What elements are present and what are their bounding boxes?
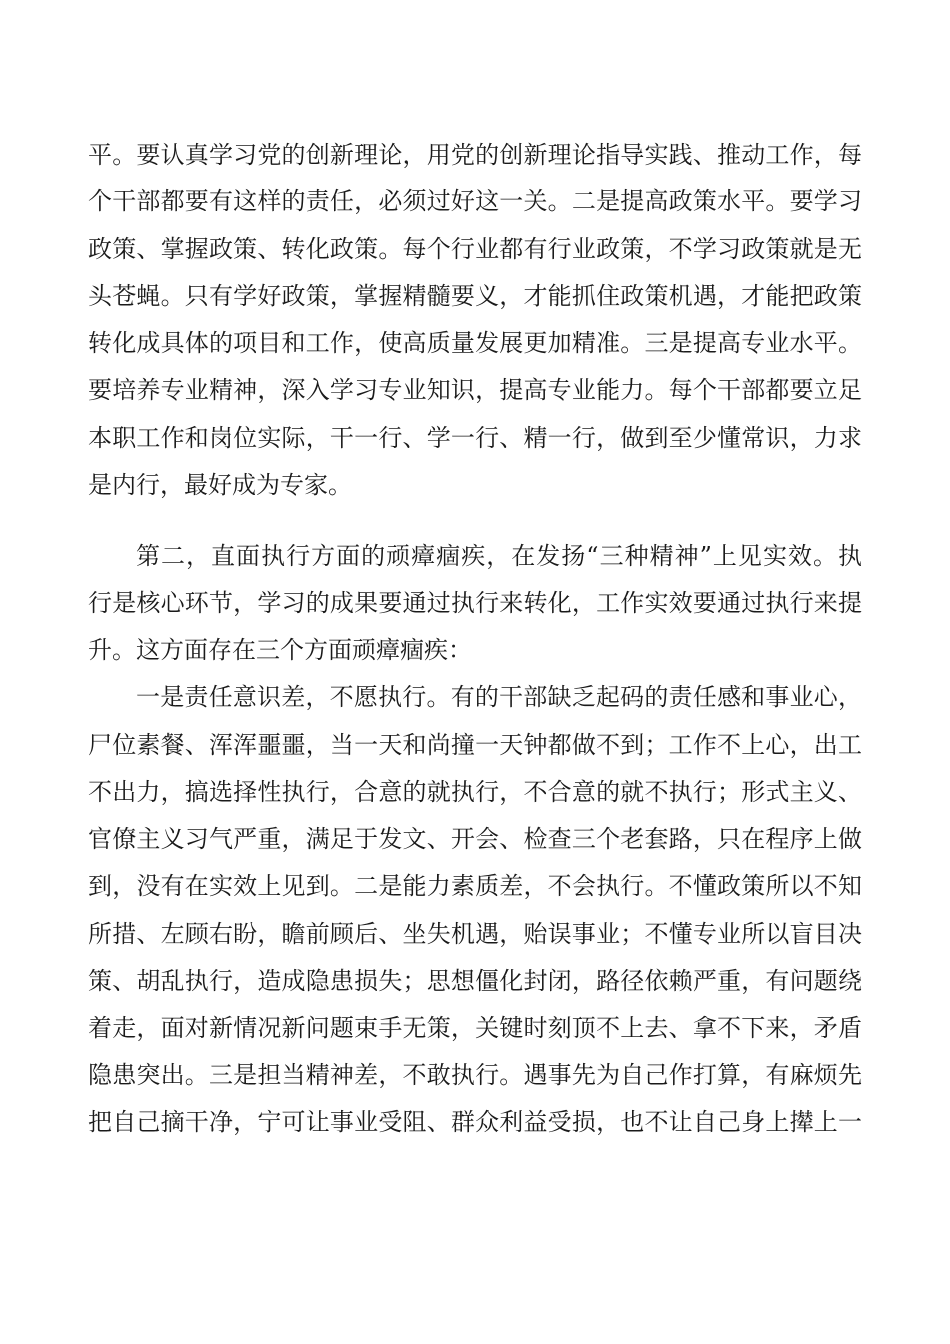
text-line: 政策、掌握政策、转化政策。每个行业都有行业政策，不学习政策就是无 xyxy=(88,235,862,263)
paragraph-start-line: 一是责任意识差，不愿执行。有的干部缺乏起码的责任感和事业心， xyxy=(136,683,862,711)
text-line: 头苍蝇。只有学好政策，掌握精髓要义，才能抓住政策机遇，才能把政策 xyxy=(88,282,862,310)
paragraph-start-line: 第二，直面执行方面的顽瘴痼疾，在发扬“三种精神”上见实效。执 xyxy=(136,542,862,570)
text-line: 隐患突出。三是担当精神差，不敢执行。遇事先为自己作打算，有麻烦先 xyxy=(88,1061,862,1089)
text-line: 所措、左顾右盼，瞻前顾后、坐失机遇，贻误事业；不懂专业所以盲目决 xyxy=(88,920,862,948)
text-line: 转化成具体的项目和工作，使高质量发展更加精准。三是提高专业水平。 xyxy=(88,329,862,357)
text-line: 本职工作和岗位实际，干一行、学一行、精一行，做到至少懂常识，力求 xyxy=(88,424,862,452)
text-line: 策、胡乱执行，造成隐患损失；思想僵化封闭，路径依赖严重，有问题绕 xyxy=(88,967,862,995)
text-line: 个干部都要有这样的责任，必须过好这一关。二是提高政策水平。要学习 xyxy=(88,187,862,215)
text-line: 官僚主义习气严重，满足于发文、开会、检查三个老套路，只在程序上做 xyxy=(88,825,862,853)
text-line: 行是核心环节，学习的成果要通过执行来转化，工作实效要通过执行来提 xyxy=(88,589,862,617)
text-line: 把自己摘干净，宁可让事业受阻、群众利益受损，也不让自己身上撵上一 xyxy=(88,1108,862,1136)
text-line: 到，没有在实效上见到。二是能力素质差，不会执行。不懂政策所以不知 xyxy=(88,872,862,900)
text-line: 着走，面对新情况新问题束手无策，关键时刻顶不上去、拿不下来，矛盾 xyxy=(88,1014,862,1042)
text-line: 要培养专业精神，深入学习专业知识，提高专业能力。每个干部都要立足 xyxy=(88,376,862,404)
text-line: 升。这方面存在三个方面顽瘴痼疾： xyxy=(88,636,472,664)
text-line: 不出力，搞选择性执行，合意的就执行，不合意的就不执行；形式主义、 xyxy=(88,778,862,806)
text-line: 平。要认真学习党的创新理论，用党的创新理论指导实践、推动工作，每 xyxy=(88,141,862,169)
text-line: 尸位素餐、浑浑噩噩，当一天和尚撞一天钟都做不到；工作不上心，出工 xyxy=(88,731,862,759)
text-line: 是内行，最好成为专家。 xyxy=(88,471,352,499)
